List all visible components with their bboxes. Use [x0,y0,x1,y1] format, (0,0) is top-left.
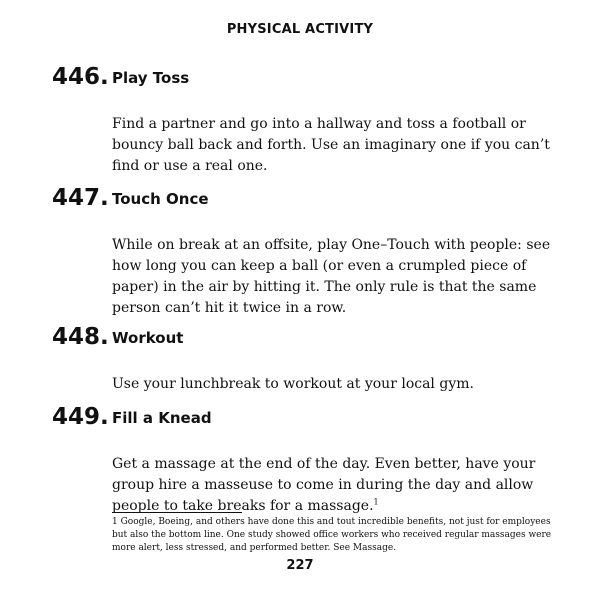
running-head: PHYSICAL ACTIVITY [226,22,374,37]
entry-number: 449. [52,404,109,430]
entry-number: 447. [52,185,109,211]
entry-title: Play Toss [112,69,190,87]
footnote-text: Google, Boeing, and others have done this and tout incredible benefits, not just for employees but also the bottom line. One study showed office workers who received regular massages were more alert, less stressed, and performed better. See Massage. [112,517,552,553]
entry-heading [52,183,552,217]
entry-heading [52,62,552,96]
footnote-rule [112,512,242,513]
entry-449 [52,402,552,517]
entry-body-text: Get a massage at the end of the day. Even better, have your group hire a masseuse to come in during the day and allow people to take breaks for a massage. [112,456,536,514]
footnote [112,516,552,555]
entry-heading [52,322,552,356]
entry-title: Workout [112,329,184,347]
footnote-reference: 1 [373,497,379,507]
entry-number: 446. [52,64,109,90]
entry-body [112,454,552,517]
entry-447 [52,183,552,319]
entry-body: Use your lunchbreak to workout at your local gym. [112,376,474,392]
page-number: 227 [286,558,314,573]
entry-448 [52,322,552,395]
footnote-marker: 1 [112,517,118,527]
entry-446 [52,62,552,177]
entry-title: Fill a Knead [112,409,212,427]
entry-number: 448. [52,324,109,350]
entry-body: Find a partner and go into a hallway and toss a football or bouncy ball back and forth. Use an imaginary one if you can’t find or use a real one. [112,116,550,174]
entry-heading [52,402,552,436]
entry-title: Touch Once [112,190,209,208]
entry-body: While on break at an offsite, play One–Touch with people: see how long you can keep a ball (or even a crumpled piece of paper) in the air by hitting it. The only rule is that the same person can’t hit it twice in a row. [112,237,551,316]
